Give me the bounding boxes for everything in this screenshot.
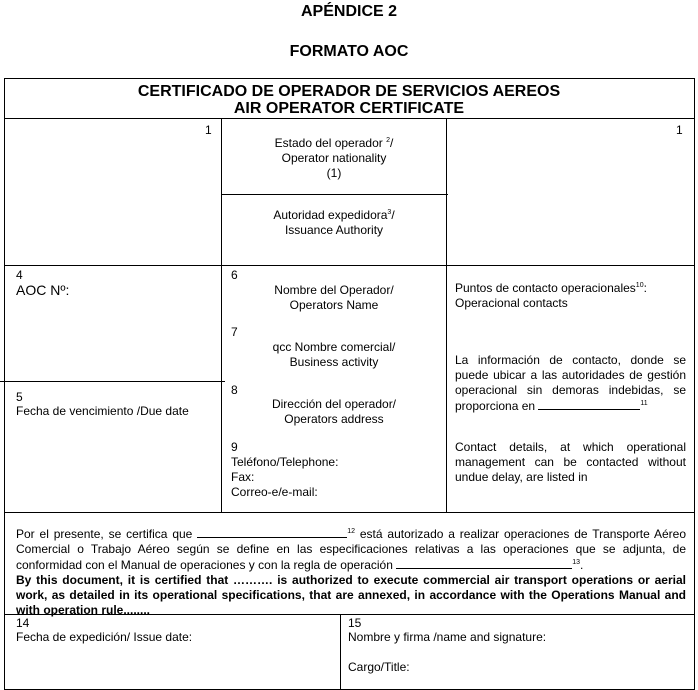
operator-address-label <box>222 397 446 427</box>
certify-es-b: está autorizado a realizar operaciones de Transporte Aéreo Comercial o Trabajo Aéreo según se define en las especificaciones relativas a las operaciones que se adjunta, de conformidad con el Manual de operaciones y con la regla de operación <box>16 527 686 572</box>
issuing-authority-en: Issuance Authority <box>284 223 384 237</box>
operator-name-en: Operators Name <box>289 298 379 312</box>
operational-contacts-es: Puntos de contacto operacionales <box>455 281 636 295</box>
operator-name-label <box>222 283 446 313</box>
telephone-label: Teléfono/Telephone: <box>231 455 339 469</box>
field-5-number: 5 <box>16 390 23 404</box>
field-4-number: 4 <box>16 268 23 282</box>
note-2: 2 <box>386 137 390 144</box>
issuing-authority-es: Autoridad expedidora <box>273 208 388 222</box>
field-14-number: 14 <box>16 616 30 630</box>
trade-name-label <box>222 340 446 370</box>
top-right-divider <box>446 118 447 266</box>
certify-operator-blank <box>197 526 347 538</box>
certificate-title-es: CERTIFICADO DE OPERADOR DE SERVICIOS AEREOS <box>137 83 561 100</box>
field-1-left-number: 1 <box>205 123 212 137</box>
form-left-border <box>4 78 5 690</box>
note-3: 3 <box>387 209 392 216</box>
field-1-right-number: 1 <box>676 123 683 137</box>
due-date-label: Fecha de vencimiento /Due date <box>16 404 189 418</box>
fax-label: Fax: <box>231 470 255 484</box>
title-divider <box>4 118 695 119</box>
operator-address-es: Dirección del operador/ <box>271 397 397 411</box>
mid-right-divider <box>446 265 447 513</box>
aoc-due-divider <box>0 381 225 382</box>
contact-info-blank <box>538 398 640 410</box>
trade-name-es: qcc Nombre comercial/ <box>272 340 396 354</box>
top-section-divider <box>4 265 695 266</box>
certify-rule-blank <box>396 557 572 569</box>
state-authority-divider <box>221 194 448 195</box>
certification-statement: Por el presente, se certifica que $^{12}$ está autorizado a realizar operaciones de Transporte Aéreo Comercial o Trabajo Aéreo según se define en las especificaciones relativas a las operaciones que se adjunta, de conformidad con el Manual de operaciones y con la regla de operación $^{13}$. By this document, it is certified that ………. is authorized to execute commercial air transport operations or aerial work, as detailed in its operational specifications, that are annexed, in accordance with the Operations Manual and with operation rule........ <box>16 527 686 617</box>
bottom-vertical-divider <box>340 614 341 690</box>
operator-name-es: Nombre del Operador/ <box>274 283 394 297</box>
field-15-number: 15 <box>348 616 362 630</box>
certify-en: By this document, it is certified that ………. is authorized to execute commercial air transport operations or aerial work, as detailed in its operational specifications, that are annexed, in accordance with the Operations Manual and with operation rule........ <box>16 573 686 617</box>
aoc-number-label: AOC Nº: <box>16 282 70 298</box>
operator-state-label: Estado del operador $^2$/ Operator nationality (1) <box>274 136 394 180</box>
field-6-number: 6 <box>231 268 238 282</box>
contact-info-en: Contact details, at which operational management can be contacted without undue delay, are listed in <box>455 440 686 484</box>
issue-date-label: Fecha de expedición/ Issue date: <box>16 630 193 644</box>
appendix-title: APÉNDICE 2 <box>300 3 398 20</box>
field-9-number: 9 <box>231 440 238 454</box>
name-signature-label: Nombre y firma /name and signature: <box>348 630 547 644</box>
certify-top-divider <box>4 512 695 513</box>
certify-es-a: Por el presente, se certifica que <box>16 527 193 541</box>
note-10: 10 <box>635 282 644 289</box>
note-11: 11 <box>640 400 648 407</box>
field-7-number: 7 <box>231 325 238 339</box>
issuing-authority-label: Autoridad expedidora$^3$/ Issuance Authority <box>273 208 395 237</box>
contact-info-es-text: La información de contacto, donde se puede ubicar a las autoridades de gestión operacional sin demoras indebidas, se proporciona en <box>455 353 686 413</box>
certificate-title-en: AIR OPERATOR CERTIFICATE <box>233 100 465 117</box>
field-8-number: 8 <box>231 383 238 397</box>
operational-contacts-label: Puntos de contacto operacionales$^{10}$: Operacional contacts <box>455 281 647 310</box>
operator-state-es: Estado del operador <box>274 136 383 150</box>
email-label: Correo-e/e-mail: <box>231 485 318 499</box>
operational-contacts-en: Operacional contacts <box>455 296 568 310</box>
note-13: 13 <box>572 559 581 566</box>
format-title: FORMATO AOC <box>289 43 409 60</box>
form-right-border <box>694 78 695 690</box>
operator-address-en: Operators address <box>284 412 384 426</box>
operator-state-en: Operator nationality <box>281 151 387 165</box>
position-title-label: Cargo/Title: <box>348 660 410 674</box>
contact-info-es <box>455 353 686 414</box>
note-12: 12 <box>347 528 355 535</box>
operator-state-ref: (1) <box>326 166 342 180</box>
form-top-border <box>4 78 695 79</box>
trade-name-en: Business activity <box>289 355 379 369</box>
